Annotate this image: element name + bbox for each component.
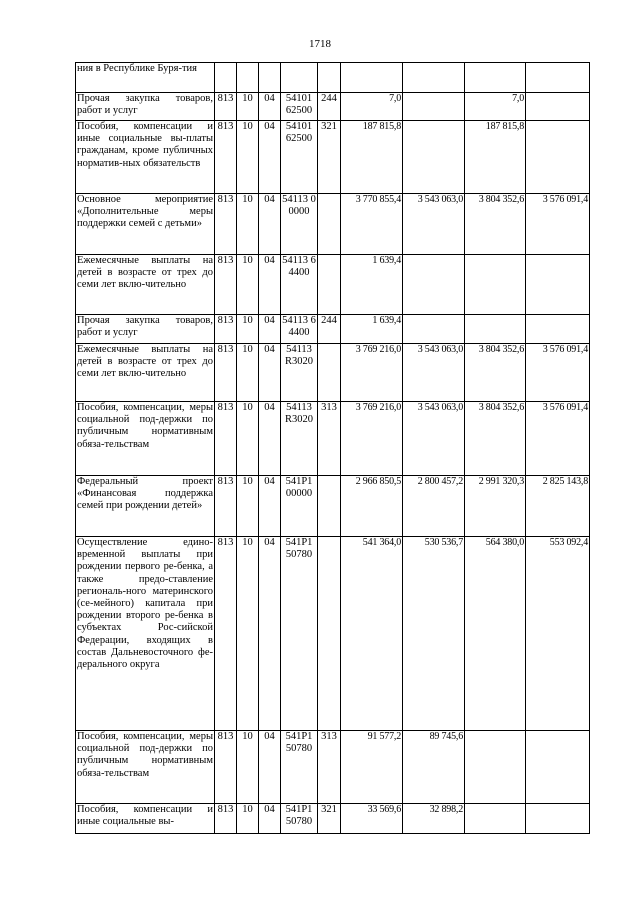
cell-section: 10 xyxy=(237,476,259,537)
cell-expense-type: 244 xyxy=(318,93,341,121)
cell-subsection: 04 xyxy=(259,255,281,315)
cell-section: 10 xyxy=(237,194,259,255)
cell-subsection: 04 xyxy=(259,804,281,834)
cell-expense-type: 313 xyxy=(318,402,341,476)
cell-grbs: 813 xyxy=(215,315,237,344)
cell-target-article: 541P1 50780 xyxy=(281,731,318,804)
cell-amount-4 xyxy=(526,63,590,93)
cell-amount-3: 564 380,0 xyxy=(465,537,526,731)
cell-expense-type xyxy=(318,194,341,255)
cell-section: 10 xyxy=(237,315,259,344)
cell-amount-1: 1 639,4 xyxy=(341,315,403,344)
cell-amount-2: 2 800 457,2 xyxy=(403,476,465,537)
cell-expense-type: 313 xyxy=(318,731,341,804)
cell-section: 10 xyxy=(237,255,259,315)
cell-expense-type xyxy=(318,63,341,93)
cell-amount-4 xyxy=(526,93,590,121)
cell-expense-type: 321 xyxy=(318,804,341,834)
cell-target-article: 54113 64400 xyxy=(281,255,318,315)
table-row xyxy=(76,344,590,402)
cell-section: 10 xyxy=(237,731,259,804)
cell-amount-1: 3 769 216,0 xyxy=(341,344,403,402)
cell-amount-1: 541 364,0 xyxy=(341,537,403,731)
cell-name: Федеральный проект «Финансовая поддержка семей при рождении детей» xyxy=(76,476,215,537)
cell-amount-2: 32 898,2 xyxy=(403,804,465,834)
cell-target-article: 54113 R3020 xyxy=(281,402,318,476)
cell-amount-1: 91 577,2 xyxy=(341,731,403,804)
table-body xyxy=(76,63,590,834)
table-row xyxy=(76,63,590,93)
cell-amount-2 xyxy=(403,121,465,194)
cell-section: 10 xyxy=(237,93,259,121)
cell-target-article: 54101 62500 xyxy=(281,121,318,194)
cell-amount-3: 2 991 320,3 xyxy=(465,476,526,537)
cell-amount-1: 7,0 xyxy=(341,93,403,121)
cell-name: Прочая закупка товаров, работ и услуг xyxy=(76,93,215,121)
cell-expense-type xyxy=(318,476,341,537)
cell-expense-type: 321 xyxy=(318,121,341,194)
cell-amount-3 xyxy=(465,63,526,93)
cell-section: 10 xyxy=(237,402,259,476)
cell-subsection: 04 xyxy=(259,315,281,344)
cell-amount-4: 3 576 091,4 xyxy=(526,402,590,476)
cell-subsection: 04 xyxy=(259,731,281,804)
cell-amount-3: 7,0 xyxy=(465,93,526,121)
cell-grbs: 813 xyxy=(215,93,237,121)
cell-name: ния в Республике Буря-тия xyxy=(76,63,215,93)
cell-subsection: 04 xyxy=(259,121,281,194)
cell-section: 10 xyxy=(237,537,259,731)
cell-amount-3 xyxy=(465,804,526,834)
cell-subsection: 04 xyxy=(259,194,281,255)
cell-grbs: 813 xyxy=(215,344,237,402)
table-row xyxy=(76,731,590,804)
cell-grbs: 813 xyxy=(215,804,237,834)
table-row xyxy=(76,194,590,255)
cell-section: 10 xyxy=(237,804,259,834)
cell-subsection: 04 xyxy=(259,402,281,476)
cell-grbs: 813 xyxy=(215,402,237,476)
cell-grbs: 813 xyxy=(215,537,237,731)
cell-amount-4 xyxy=(526,255,590,315)
cell-subsection: 04 xyxy=(259,93,281,121)
cell-target-article: 54113 64400 xyxy=(281,315,318,344)
cell-grbs: 813 xyxy=(215,255,237,315)
cell-grbs: 813 xyxy=(215,476,237,537)
cell-amount-4: 553 092,4 xyxy=(526,537,590,731)
cell-amount-1: 2 966 850,5 xyxy=(341,476,403,537)
page-number: 1718 xyxy=(309,38,331,50)
cell-amount-3: 3 804 352,6 xyxy=(465,344,526,402)
cell-amount-4: 3 576 091,4 xyxy=(526,194,590,255)
cell-section xyxy=(237,63,259,93)
cell-amount-1 xyxy=(341,63,403,93)
cell-grbs: 813 xyxy=(215,121,237,194)
cell-expense-type xyxy=(318,255,341,315)
cell-section: 10 xyxy=(237,121,259,194)
cell-amount-4 xyxy=(526,731,590,804)
cell-grbs xyxy=(215,63,237,93)
cell-amount-3: 187 815,8 xyxy=(465,121,526,194)
cell-subsection: 04 xyxy=(259,537,281,731)
cell-expense-type xyxy=(318,537,341,731)
cell-amount-4: 2 825 143,8 xyxy=(526,476,590,537)
cell-amount-1: 3 769 216,0 xyxy=(341,402,403,476)
cell-amount-1: 33 569,6 xyxy=(341,804,403,834)
cell-amount-2: 3 543 063,0 xyxy=(403,344,465,402)
cell-amount-1: 187 815,8 xyxy=(341,121,403,194)
cell-amount-3 xyxy=(465,255,526,315)
cell-name: Пособия, компенсации, меры социальной под-держки по публичным нормативным обяза-тельствам xyxy=(76,731,215,804)
cell-subsection: 04 xyxy=(259,476,281,537)
cell-amount-3 xyxy=(465,731,526,804)
cell-target-article: 54113 00000 xyxy=(281,194,318,255)
cell-name: Осуществление едино-временной выплаты при рождении первого ре-бенка, а также предо-ставление региональ-ного материнского (се-мейного) капитала при рождении второго ре-бенка в субъектах Рос-сийской Федерации, входящих в состав Дальневосточного фе-дерального округа xyxy=(76,537,215,731)
cell-name: Пособия, компенсации и иные социальные вы-платы гражданам, кроме публичных норматив-ных обязательств xyxy=(76,121,215,194)
cell-subsection xyxy=(259,63,281,93)
cell-amount-3 xyxy=(465,315,526,344)
cell-amount-1: 1 639,4 xyxy=(341,255,403,315)
cell-target-article: 541P1 00000 xyxy=(281,476,318,537)
cell-expense-type xyxy=(318,344,341,402)
cell-amount-2: 3 543 063,0 xyxy=(403,194,465,255)
cell-grbs: 813 xyxy=(215,731,237,804)
cell-target-article: 541P1 50780 xyxy=(281,537,318,731)
cell-target-article: 541P1 50780 xyxy=(281,804,318,834)
cell-amount-1: 3 770 855,4 xyxy=(341,194,403,255)
cell-name: Основное мероприятие «Дополнительные меры поддержки семей с детьми» xyxy=(76,194,215,255)
table-row xyxy=(76,315,590,344)
table-row xyxy=(76,402,590,476)
cell-target-article xyxy=(281,63,318,93)
cell-name: Пособия, компенсации и иные социальные вы- xyxy=(76,804,215,834)
cell-name: Прочая закупка товаров, работ и услуг xyxy=(76,315,215,344)
table-row xyxy=(76,476,590,537)
cell-amount-4 xyxy=(526,121,590,194)
budget-table xyxy=(75,62,590,834)
cell-amount-2 xyxy=(403,63,465,93)
table-row xyxy=(76,93,590,121)
cell-amount-2 xyxy=(403,315,465,344)
cell-amount-4: 3 576 091,4 xyxy=(526,344,590,402)
table-row xyxy=(76,537,590,731)
cell-amount-2: 530 536,7 xyxy=(403,537,465,731)
table-row xyxy=(76,804,590,834)
cell-name: Ежемесячные выплаты на детей в возрасте от трех до семи лет вклю-чительно xyxy=(76,344,215,402)
cell-target-article: 54101 62500 xyxy=(281,93,318,121)
table-row xyxy=(76,121,590,194)
table-row xyxy=(76,255,590,315)
cell-name: Пособия, компенсации, меры социальной под-держки по публичным нормативным обяза-тельствам xyxy=(76,402,215,476)
cell-amount-2 xyxy=(403,93,465,121)
cell-name: Ежемесячные выплаты на детей в возрасте от трех до семи лет вклю-чительно xyxy=(76,255,215,315)
cell-amount-2 xyxy=(403,255,465,315)
cell-grbs: 813 xyxy=(215,194,237,255)
cell-amount-4 xyxy=(526,315,590,344)
cell-amount-4 xyxy=(526,804,590,834)
cell-subsection: 04 xyxy=(259,344,281,402)
cell-target-article: 54113 R3020 xyxy=(281,344,318,402)
cell-amount-3: 3 804 352,6 xyxy=(465,402,526,476)
cell-amount-2: 3 543 063,0 xyxy=(403,402,465,476)
cell-amount-3: 3 804 352,6 xyxy=(465,194,526,255)
cell-section: 10 xyxy=(237,344,259,402)
cell-expense-type: 244 xyxy=(318,315,341,344)
cell-amount-2: 89 745,6 xyxy=(403,731,465,804)
